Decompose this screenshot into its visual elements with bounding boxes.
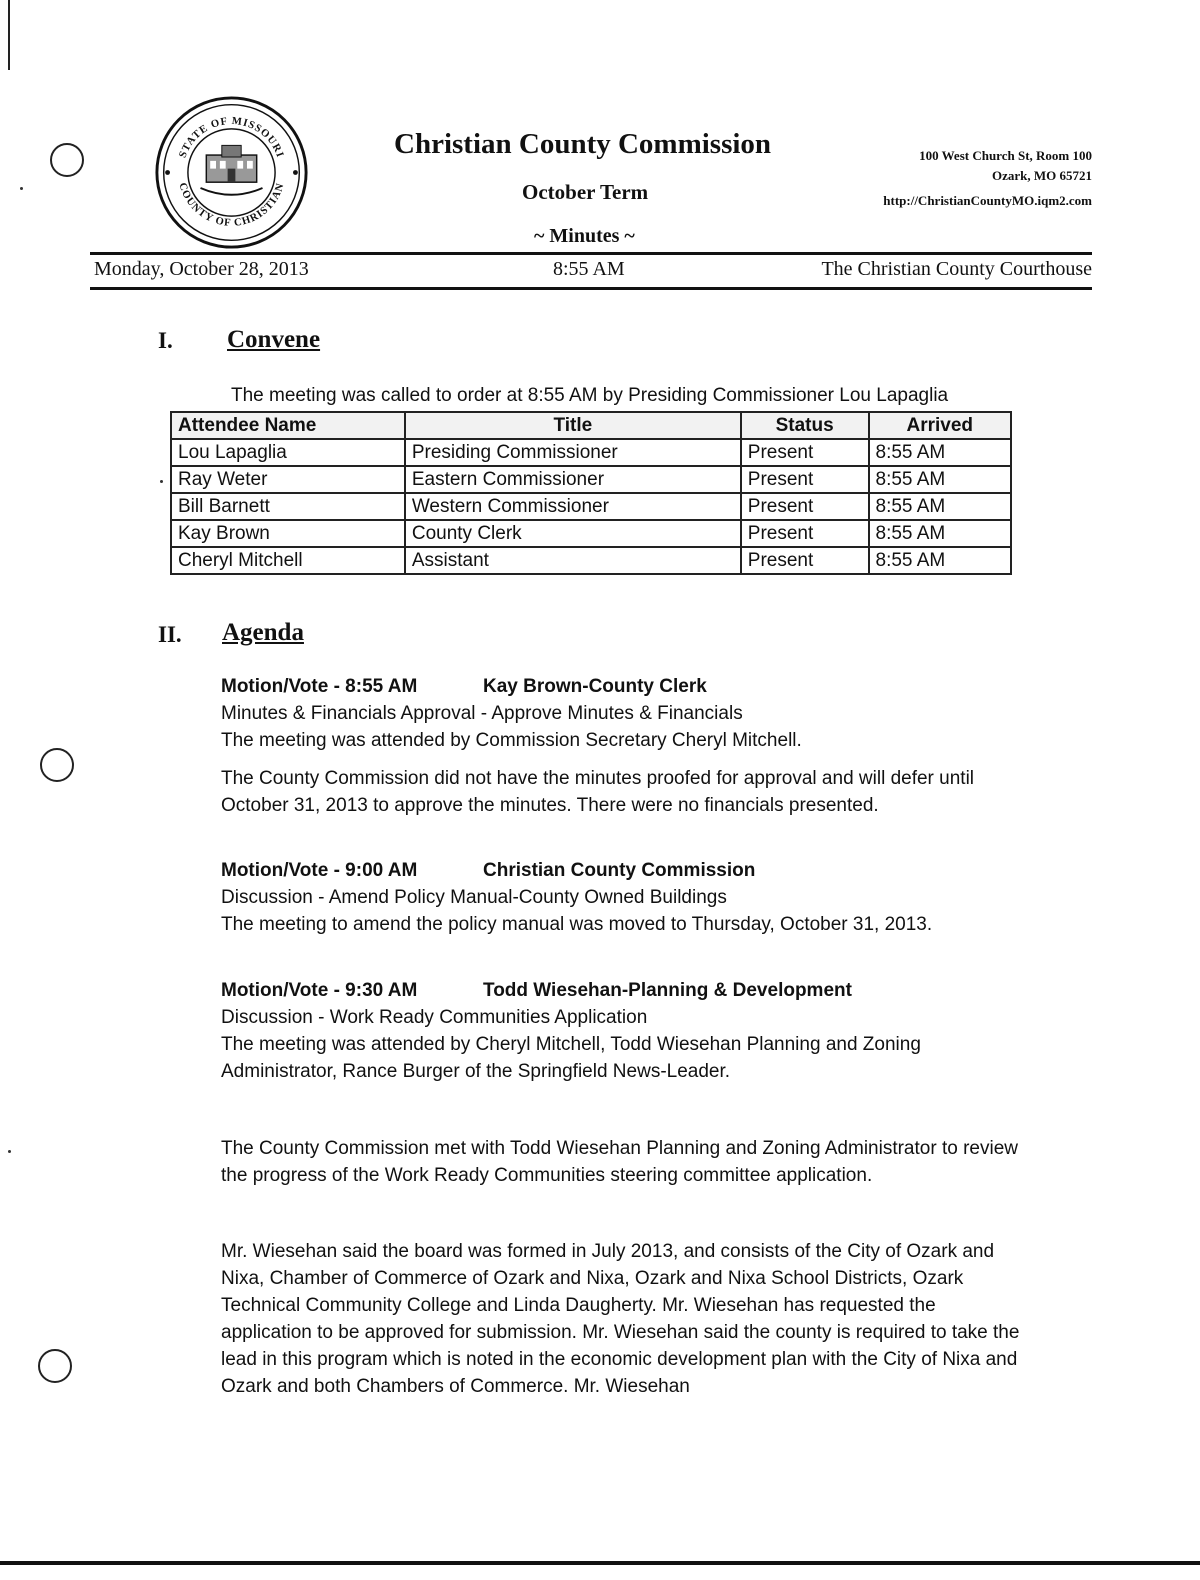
table-row <box>171 520 1011 547</box>
scan-speck <box>160 480 163 483</box>
address-line-2: Ozark, MO 65721 <box>991 168 1092 183</box>
attendee-name: Cheryl Mitchell <box>171 547 405 574</box>
scan-edge-line <box>8 0 10 70</box>
county-seal-logo <box>154 95 309 250</box>
punch-hole-middle <box>40 748 74 782</box>
attendee-status: Present <box>741 547 869 574</box>
document-title: Christian County Commission <box>394 128 772 160</box>
column-header: Title <box>405 412 741 439</box>
section-title-convene: Convene <box>227 326 321 353</box>
presenter: Christian County Commission <box>483 860 756 881</box>
presenter: Kay Brown-County Clerk <box>483 676 707 697</box>
attendee-name: Lou Lapaglia <box>171 439 405 466</box>
attendee-arrived: 8:55 AM <box>869 547 1012 574</box>
svg-text:STATE OF MISSOURI: STATE OF MISSOURI <box>177 115 286 160</box>
item-attendance: The meeting was attended by Commission Secretary Cheryl Mitchell. <box>221 730 802 751</box>
attendee-arrived: 8:55 AM <box>869 520 1012 547</box>
item-attendance: The meeting was attended by Cheryl Mitchell, Todd Wiesehan Planning and Zoning Administrator, Rance Burger of the Springfield News-Leader. <box>221 1034 921 1082</box>
attendee-status: Present <box>741 493 869 520</box>
attendee-name: Kay Brown <box>171 520 405 547</box>
attendance-table <box>170 411 1012 575</box>
term-label: October Term <box>522 180 649 204</box>
attendee-title: Presiding Commissioner <box>405 439 741 466</box>
presenter: Todd Wiesehan-Planning & Development <box>483 980 852 1001</box>
meeting-date: Monday, October 28, 2013 <box>94 258 309 280</box>
column-header: Arrived <box>869 412 1012 439</box>
attendee-title: Assistant <box>405 547 741 574</box>
attendee-status: Present <box>741 520 869 547</box>
agenda-item <box>221 857 1021 938</box>
item-topic: Discussion - Work Ready Communities Application <box>221 1007 648 1028</box>
scan-speck <box>8 1150 11 1153</box>
motion-line <box>221 857 1021 884</box>
website-link[interactable]: http://ChristianCountyMO.iqm2.com <box>883 193 1092 208</box>
table-row <box>171 547 1011 574</box>
punch-hole-bottom <box>38 1349 72 1383</box>
column-header: Attendee Name <box>171 412 405 439</box>
item-body: The County Commission did not have the minutes proofed for approval and will defer until October 31, 2013 to approve the minutes. There were no financials presented. <box>221 768 975 816</box>
address-line-1: 100 West Church St, Room 100 <box>919 148 1092 163</box>
item-attendance: The meeting to amend the policy manual was moved to Thursday, October 31, 2013. <box>221 914 933 935</box>
header-rule-bottom <box>90 287 1092 290</box>
motion-time: Motion/Vote - 8:55 AM <box>221 676 418 697</box>
table-row <box>171 439 1011 466</box>
punch-hole-top <box>50 143 84 177</box>
attendee-arrived: 8:55 AM <box>869 439 1012 466</box>
section-title-agenda: Agenda <box>222 619 304 646</box>
page-bottom-edge <box>0 1561 1200 1565</box>
agenda-item <box>221 673 1021 754</box>
attendee-title: Eastern Commissioner <box>405 466 741 493</box>
attendee-status: Present <box>741 439 869 466</box>
attendee-title: County Clerk <box>405 520 741 547</box>
item-body-continued: Mr. Wiesehan said the board was formed in July 2013, and consists of the City of Ozark and Nixa, Chamber of Commerce of Ozark and Nixa, Ozark and Nixa School Districts, Ozark Technical Community College and Linda Daugherty. Mr. Wiesehan has requested the application to be approved for submission. Mr. Wiesehan said the county is required to take the lead in this program which is noted in the economic development plan with the City of Nixa and Ozark and both Chambers of Commerce. Mr. Wiesehan <box>221 1241 1020 1397</box>
scan-speck <box>20 187 23 190</box>
called-to-order-text: The meeting was called to order at 8:55 AM by Presiding Commissioner Lou Lapaglia <box>231 385 949 406</box>
attendee-arrived: 8:55 AM <box>869 466 1012 493</box>
agenda-item <box>221 977 1021 1085</box>
attendee-arrived: 8:55 AM <box>869 493 1012 520</box>
header-rule-top <box>90 252 1092 255</box>
table-row <box>171 466 1011 493</box>
table-row <box>171 493 1011 520</box>
svg-text:COUNTY OF CHRISTIAN: COUNTY OF CHRISTIAN <box>176 181 287 229</box>
minutes-label: ~ Minutes ~ <box>534 225 635 247</box>
meeting-time: 8:55 AM <box>553 258 625 280</box>
attendee-title: Western Commissioner <box>405 493 741 520</box>
item-topic: Discussion - Amend Policy Manual-County Owned Buildings <box>221 887 727 908</box>
attendee-status: Present <box>741 466 869 493</box>
item-topic: Minutes & Financials Approval - Approve Minutes & Financials <box>221 703 743 724</box>
motion-time: Motion/Vote - 9:30 AM <box>221 980 418 1001</box>
column-header: Status <box>741 412 869 439</box>
table-header-row <box>171 412 1011 439</box>
meeting-location: The Christian County Courthouse <box>821 258 1092 280</box>
attendee-name: Ray Weter <box>171 466 405 493</box>
attendee-name: Bill Barnett <box>171 493 405 520</box>
motion-line <box>221 673 1021 700</box>
section-number: I. <box>158 328 173 353</box>
motion-line <box>221 977 1021 1004</box>
motion-time: Motion/Vote - 9:00 AM <box>221 860 418 881</box>
item-body: The County Commission met with Todd Wiesehan Planning and Zoning Administrator to review the progress of the Work Ready Communities steering committee application. <box>221 1138 1018 1186</box>
section-number: II. <box>158 622 182 647</box>
